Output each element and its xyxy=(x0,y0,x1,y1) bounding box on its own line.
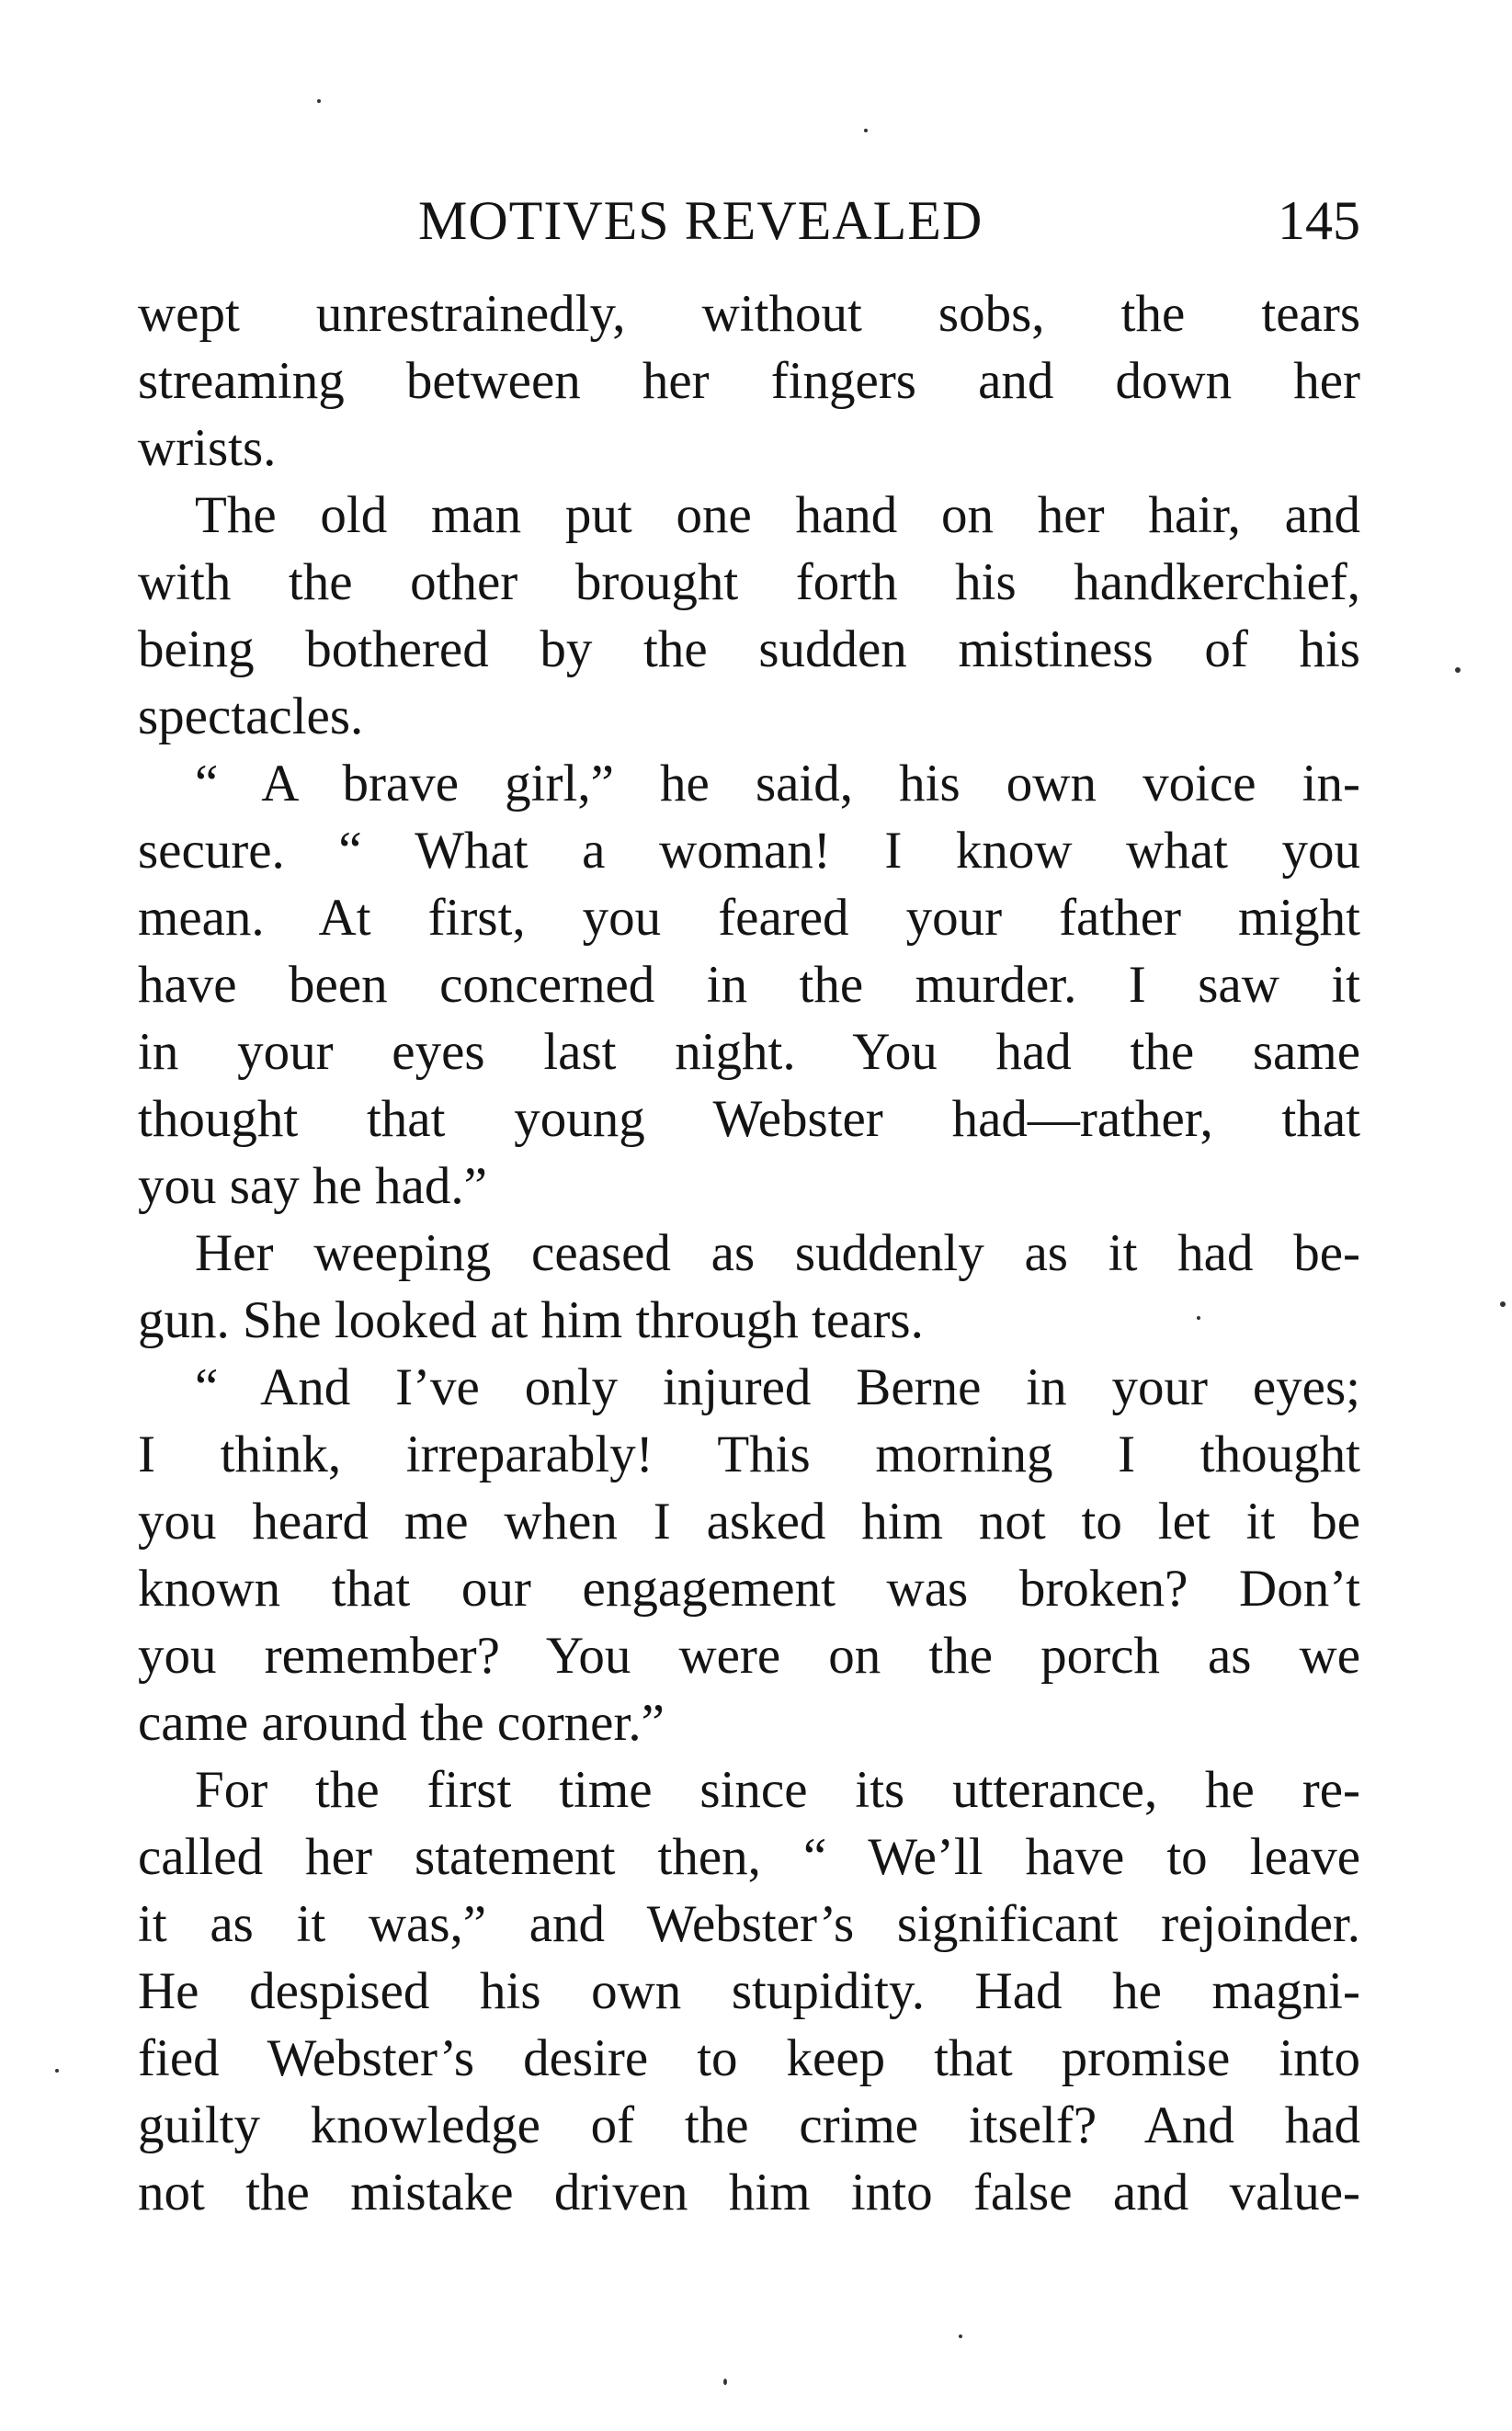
text-line: came around the corner.” xyxy=(138,1694,665,1752)
text-line: mean. At first, you feared your father might xyxy=(138,889,1360,947)
scan-speck xyxy=(55,2069,59,2073)
text-line: have been concerned in the murder. I saw it xyxy=(138,956,1360,1014)
scan-speck xyxy=(1500,1301,1506,1307)
running-title: MOTIVES REVEALED xyxy=(418,190,983,251)
text-line: fied Webster’s desire to keep that promise into xyxy=(138,2029,1360,2087)
page-header xyxy=(138,179,1360,262)
text-line: you remember? You were on the porch as we xyxy=(138,1627,1360,1685)
text-line: For the first time since its utterance, he re- xyxy=(195,1761,1360,1819)
page-number: 145 xyxy=(1278,190,1360,251)
text-line: wrists. xyxy=(138,419,277,477)
text-line: spectacles. xyxy=(138,687,364,745)
scan-speck xyxy=(723,2379,727,2385)
text-line: “ And I’ve only injured Berne in your eyes; xyxy=(195,1358,1360,1416)
scan-speck xyxy=(1197,1316,1200,1320)
text-line: Her weeping ceased as suddenly as it had be- xyxy=(195,1224,1360,1282)
text-line: you heard me when I asked him not to let it be xyxy=(138,1493,1360,1551)
text-line: not the mistake driven him into false and value- xyxy=(138,2164,1360,2221)
text-line: thought that young Webster had—rather, that xyxy=(138,1090,1360,1148)
text-line: The old man put one hand on her hair, and xyxy=(195,486,1360,544)
text-line: gun. She looked at him through tears. xyxy=(138,1291,924,1349)
text-line: wept unrestrainedly, without sobs, the tears xyxy=(138,285,1360,343)
text-line: He despised his own stupidity. Had he magni- xyxy=(138,1962,1360,2020)
body-text xyxy=(138,280,1360,2226)
text-line: “ A brave girl,” he said, his own voice in- xyxy=(195,755,1360,812)
text-line: known that our engagement was broken? Don’t xyxy=(138,1560,1360,1618)
text-line: in your eyes last night. You had the same xyxy=(138,1023,1360,1081)
text-line: being bothered by the sudden mistiness of his xyxy=(138,620,1360,678)
scan-speck xyxy=(959,2334,962,2338)
scan-speck xyxy=(317,99,321,103)
scan-speck xyxy=(1455,667,1461,673)
text-line: it as it was,” and Webster’s significant rejoinder. xyxy=(138,1895,1360,1953)
scan-speck xyxy=(864,129,868,132)
text-line: streaming between her fingers and down her xyxy=(138,352,1360,410)
text-line: called her statement then, “ We’ll have to leave xyxy=(138,1828,1360,1886)
text-line: with the other brought forth his handkerchief, xyxy=(138,553,1360,611)
text-line: guilty knowledge of the crime itself? And had xyxy=(138,2096,1360,2154)
text-line: you say he had.” xyxy=(138,1157,487,1215)
text-line: I think, irreparably! This morning I thought xyxy=(138,1426,1360,1483)
text-line: secure. “ What a woman! I know what you xyxy=(138,822,1360,880)
